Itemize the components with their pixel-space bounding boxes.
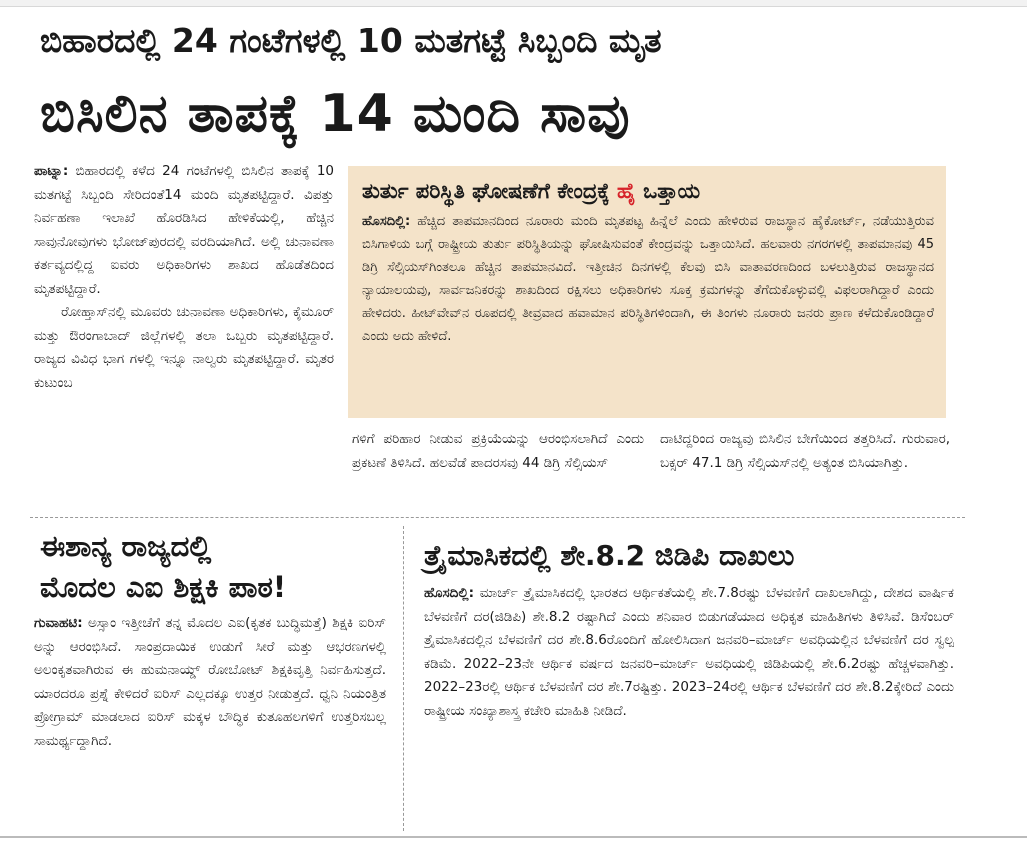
- sidebar-body: [362, 210, 934, 348]
- lead-column-2: ಗಳಿಗೆ ಪರಿಹಾರ ನೀಡುವ ಪ್ರಕ್ರಿಯೆಯನ್ನು ಆರಂಭಿಸಲಾಗಿದೆ ಎಂದು ಪ್ರಕಟಣೆ ತಿಳಿಸಿದೆ. ಹಲವೆಡೆ ಪಾದರಸವು 44 ಡಿಗ್ರಿ ಸೆಲ್ಸಿಯಸ್: [352, 431, 644, 471]
- sidebar-title-accent: ಹೈ: [616, 179, 636, 203]
- lead-paragraph-1-text: ಬಿಹಾರದಲ್ಲಿ ಕಳೆದ 24 ಗಂಟೆಗಳಲ್ಲಿ ಬಿಸಿಲಿನ ತಾಪಕ್ಕೆ 10 ಮತಗಟ್ಟೆ ಸಿಬ್ಬಂದಿ ಸೇರಿದಂತೆ14 ಮಂದಿ ಮೃತಪಟ್ಟಿದ್ದಾರೆ. ವಿಪತ್ತು ನಿರ್ವಹಣಾ ಇಲಾಖೆ ಹೊರಡಿಸಿದ ಹೇಳಿಕೆಯಲ್ಲಿ, ಹೆಚ್ಚಿನ ಸಾವುನೋವುಗಳು ಭೋಜ್‌ಪುರದಲ್ಲಿ ವರದಿಯಾಗಿದೆ. ಅಲ್ಲಿ ಚುನಾವಣಾ ಕರ್ತವ್ಯದಲ್ಲಿದ್ದ ಐವರು ಅಧಿಕಾರಿಗಳು ಶಾಖದ ಹೊಡೆತದಿಂದ ಮೃತಪಟ್ಟಿದ್ದಾರೆ.: [34, 163, 334, 297]
- lead-paragraph-2: ರೋಹ್ತಾಸ್‌ನಲ್ಲಿ ಮೂವರು ಚುನಾವಣಾ ಅಧಿಕಾರಿಗಳು, ಕೈಮೂರ್ ಮತ್ತು ಔರಂಗಾಬಾದ್ ಜಿಲ್ಲೆಗಳಲ್ಲಿ ತಲಾ ಒಬ್ಬರು ಮೃತಪಟ್ಟಿದ್ದಾರೆ. ರಾಜ್ಯದ ವಿವಿಧ ಭಾಗ ಗಳಲ್ಲಿ ಇನ್ನೂ ನಾಲ್ವರು ಮೃತಪಟ್ಟಿದ್ದಾರೆ. ಮೃತರ ಕುಟುಂಬ: [34, 304, 334, 391]
- column-divider: [403, 526, 404, 831]
- sidebar-title-pre: ತುರ್ತು ಪರಿಸ್ಥಿತಿ ಘೋಷಣೆಗೆ ಕೇಂದ್ರಕ್ಕೆ: [362, 179, 617, 203]
- sidebar-body-text: ಹೆಚ್ಚಿದ ತಾಪಮಾನದಿಂದ ನೂರಾರು ಮಂದಿ ಮೃತಪಟ್ಟ ಹಿನ್ನೆಲೆ ಎಂದು ಹೇಳಿರುವ ರಾಜಸ್ಥಾನ ಹೈಕೋರ್ಟ್, ನಡೆಯುತ್ತಿರುವ ಬಿಸಿಗಾಳಿಯ ಬಗ್ಗೆ ರಾಷ್ಟ್ರೀಯ ತುರ್ತು ಪರಿಸ್ಥಿತಿಯನ್ನು ಘೋಷಿಸುವಂತೆ ಕೇಂದ್ರವನ್ನು ಒತ್ತಾಯಿಸಿದೆ. ಹಲವಾರು ನಗರಗಳಲ್ಲಿ ತಾಪಮಾನವು 45 ಡಿಗ್ರಿ ಸೆಲ್ಸಿಯಸ್‌ಗಿಂತಲೂ ಹೆಚ್ಚಿನ ತಾಪಮಾನವಿದೆ. ಇತ್ತೀಚಿನ ದಿನಗಳಲ್ಲಿ ಕೆಲವು ಬಿಸಿ ವಾತಾವರಣದಿಂದ ಬಳಲುತ್ತಿರುವ ರಾಜಸ್ಥಾನದ ನ್ಯಾಯಾಲಯವು, ಸಾರ್ವಜನಿಕರನ್ನು ಶಾಖದಿಂದ ರಕ್ಷಿಸಲು ಅಧಿಕಾರಿಗಳು ಸೂಕ್ತ ಕ್ರಮಗಳನ್ನು ತೆಗೆದುಕೊಳ್ಳುವಲ್ಲಿ ವಿಫಲರಾಗಿದ್ದಾರೆ ಎಂದು ಹೇಳಿದರು. ಹೀಟ್‌ವೇವ್‌ನ ರೂಪದಲ್ಲಿ ತೀವ್ರವಾದ ಹವಾಮಾನ ಪರಿಸ್ಥಿತಿಗಳಿಂದಾಗಿ, ಈ ತಿಂಗಳು ನೂರಾರು ಜನರು ಪ್ರಾಣ ಕಳೆದುಕೊಂಡಿದ್ದಾರೆ ಎಂದು ಅದು ಹೇಳಿದೆ.: [362, 214, 934, 344]
- sidebar-title: [362, 176, 932, 206]
- sidebar-box: [348, 166, 946, 418]
- lead-column-1: [34, 160, 334, 510]
- ai-story-dateline: ಗುವಾಹಟಿ:: [34, 615, 83, 631]
- sidebar-dateline: ಹೊಸದಿಲ್ಲಿ:: [362, 214, 411, 229]
- lead-dateline: ಪಾಟ್ನಾ:: [34, 163, 69, 179]
- gdp-story-text: ಮಾರ್ಚ್ ತ್ರೈಮಾಸಿಕದಲ್ಲಿ ಭಾರತದ ಆರ್ಥಿಕತೆಯಲ್ಲಿ ಶೇ.7.8ರಷ್ಟು ಬೆಳವಣಿಗೆ ದಾಖಲಾಗಿದ್ದು, ದೇಶದ ವಾರ್ಷಿಕ ಬೆಳವಣಿಗೆ ದರ(ಜಿಡಿಪಿ) ಶೇ.8.2 ರಷ್ಟಾಗಿದೆ ಎಂದು ಶನಿವಾರ ಬಿಡುಗಡೆಯಾದ ಅಧಿಕೃತ ಮಾಹಿತಿಗಳು ತಿಳಿಸಿವೆ. ಡಿಸೆಂಬರ್ ತ್ರೈಮಾಸಿಕದಲ್ಲಿನ ಬೆಳವಣಿಗೆ ದರ ಶೇ.8.6ರೊಂದಿಗೆ ಹೋಲಿಸಿದಾಗ ಜನವರಿ–ಮಾರ್ಚ್ ಅವಧಿಯಲ್ಲಿನ ಬೆಳವಣಿಗೆ ದರ ಸ್ವಲ್ಪ ಕಡಿಮೆ. 2022–23ನೇ ಆರ್ಥಿಕ ವರ್ಷದ ಜನವರಿ–ಮಾರ್ಚ್ ಅವಧಿಯಲ್ಲಿ ಜಿಡಿಪಿಯಲ್ಲಿ ಶೇ.6.2ರಷ್ಟು ಹೆಚ್ಚಳವಾಗಿತ್ತು. 2022–23ರಲ್ಲಿ ಆರ್ಥಿಕ ಬೆಳವಣಿಗೆ ದರ ಶೇ.7ರಷ್ಟಿತ್ತು. 2023–24ರಲ್ಲಿ ಆರ್ಥಿಕ ಬೆಳವಣಿಗೆ ದರ ಶೇ.8.2ಕ್ಕೇರಿದೆ ಎಂದು ರಾಷ್ಟ್ರೀಯ ಸಂಖ್ಯಾಶಾಸ್ತ್ರ ಕಚೇರಿ ಮಾಹಿತಿ ನೀಡಿದೆ.: [424, 585, 954, 719]
- sidebar-title-post: ಒತ್ತಾಯ: [635, 179, 701, 203]
- ai-story-text: ಅಸ್ಸಾಂ ಇತ್ತೀಚೆಗೆ ತನ್ನ ಮೊದಲ ಎಐ(ಕೃತಕ ಬುದ್ಧಿಮತ್ತೆ) ಶಿಕ್ಷಕಿ ಐರಿಸ್ ಅನ್ನು ಆರಂಭಿಸಿದೆ. ಸಾಂಪ್ರದಾಯಿಕ ಉಡುಗೆ ಸೀರೆ ಮತ್ತು ಆಭರಣಗಳಲ್ಲಿ ಅಲಂಕೃತವಾಗಿರುವ ಈ ಹುಮನಾಯ್ಡ್ ರೋಬೋಟ್ ಶಿಕ್ಷಕಿವೃತ್ತಿ ನಿರ್ವಹಿಸುತ್ತದೆ. ಯಾರದರೂ ಪ್ರಶ್ನೆ ಕೇಳಿದರೆ ಐರಿಸ್ ಎಲ್ಲದಕ್ಕೂ ಉತ್ತರ ನೀಡುತ್ತದೆ. ಧ್ವನಿ ನಿಯಂತ್ರಿತ ಪ್ರೋಗ್ರಾಮ್ ಮಾಡಲಾದ ಐರಿಸ್ ಮಕ್ಕಳ ಬೌದ್ಧಿಕ ಕುತೂಹಲಗಳಿಗೆ ಉತ್ತರಿಸಬಲ್ಲ ಸಾಮರ್ಥ್ಯದ್ದಾಗಿದೆ.: [34, 615, 386, 749]
- lead-column-3: ದಾಟಿದ್ದರಿಂದ ರಾಜ್ಯವು ಬಿಸಿಲಿನ ಬೇಗೆಯಿಂದ ತತ್ತರಿಸಿದೆ. ಗುರುವಾರ, ಬಕ್ಸರ್ 47.1 ಡಿಗ್ರಿ ಸೆಲ್ಸಿಯಸ್‌ನಲ್ಲಿ ಅತ್ಯಂತ ಬಿಸಿಯಾಗಿತ್ತು.: [660, 431, 950, 471]
- ai-story-body: [34, 612, 386, 834]
- lead-kicker: ಬಿಹಾರದಲ್ಲಿ 24 ಗಂಟೆಗಳಲ್ಲಿ 10 ಮತಗಟ್ಟೆ ಸಿಬ್ಬಂದಿ ಮೃತ: [40, 21, 662, 60]
- gdp-story-title: ತ್ರೈಮಾಸಿಕದಲ್ಲಿ ಶೇ.8.2 ಜಿಡಿಪಿ ದಾಖಲು: [424, 539, 795, 572]
- gdp-story-body: [424, 582, 954, 832]
- bottom-rule: [0, 836, 1027, 838]
- ai-story-title: [40, 526, 390, 608]
- section-divider: [30, 517, 965, 518]
- lead-paragraph-1: [34, 160, 334, 301]
- lead-headline: ಬಿಸಿಲಿನ ತಾಪಕ್ಕೆ 14 ಮಂದಿ ಸಾವು: [40, 84, 631, 144]
- gdp-story-dateline: ಹೊಸದಿಲ್ಲಿ:: [424, 585, 475, 601]
- ai-story-title-line-1: ಈಶಾನ್ಯ ರಾಜ್ಯದಲ್ಲಿ: [40, 529, 212, 563]
- ai-story-title-line-2: ಮೊದಲ ಎಐ ಶಿಕ್ಷಕಿ ಪಾಠ!: [40, 570, 287, 604]
- top-rule: [0, 0, 1027, 7]
